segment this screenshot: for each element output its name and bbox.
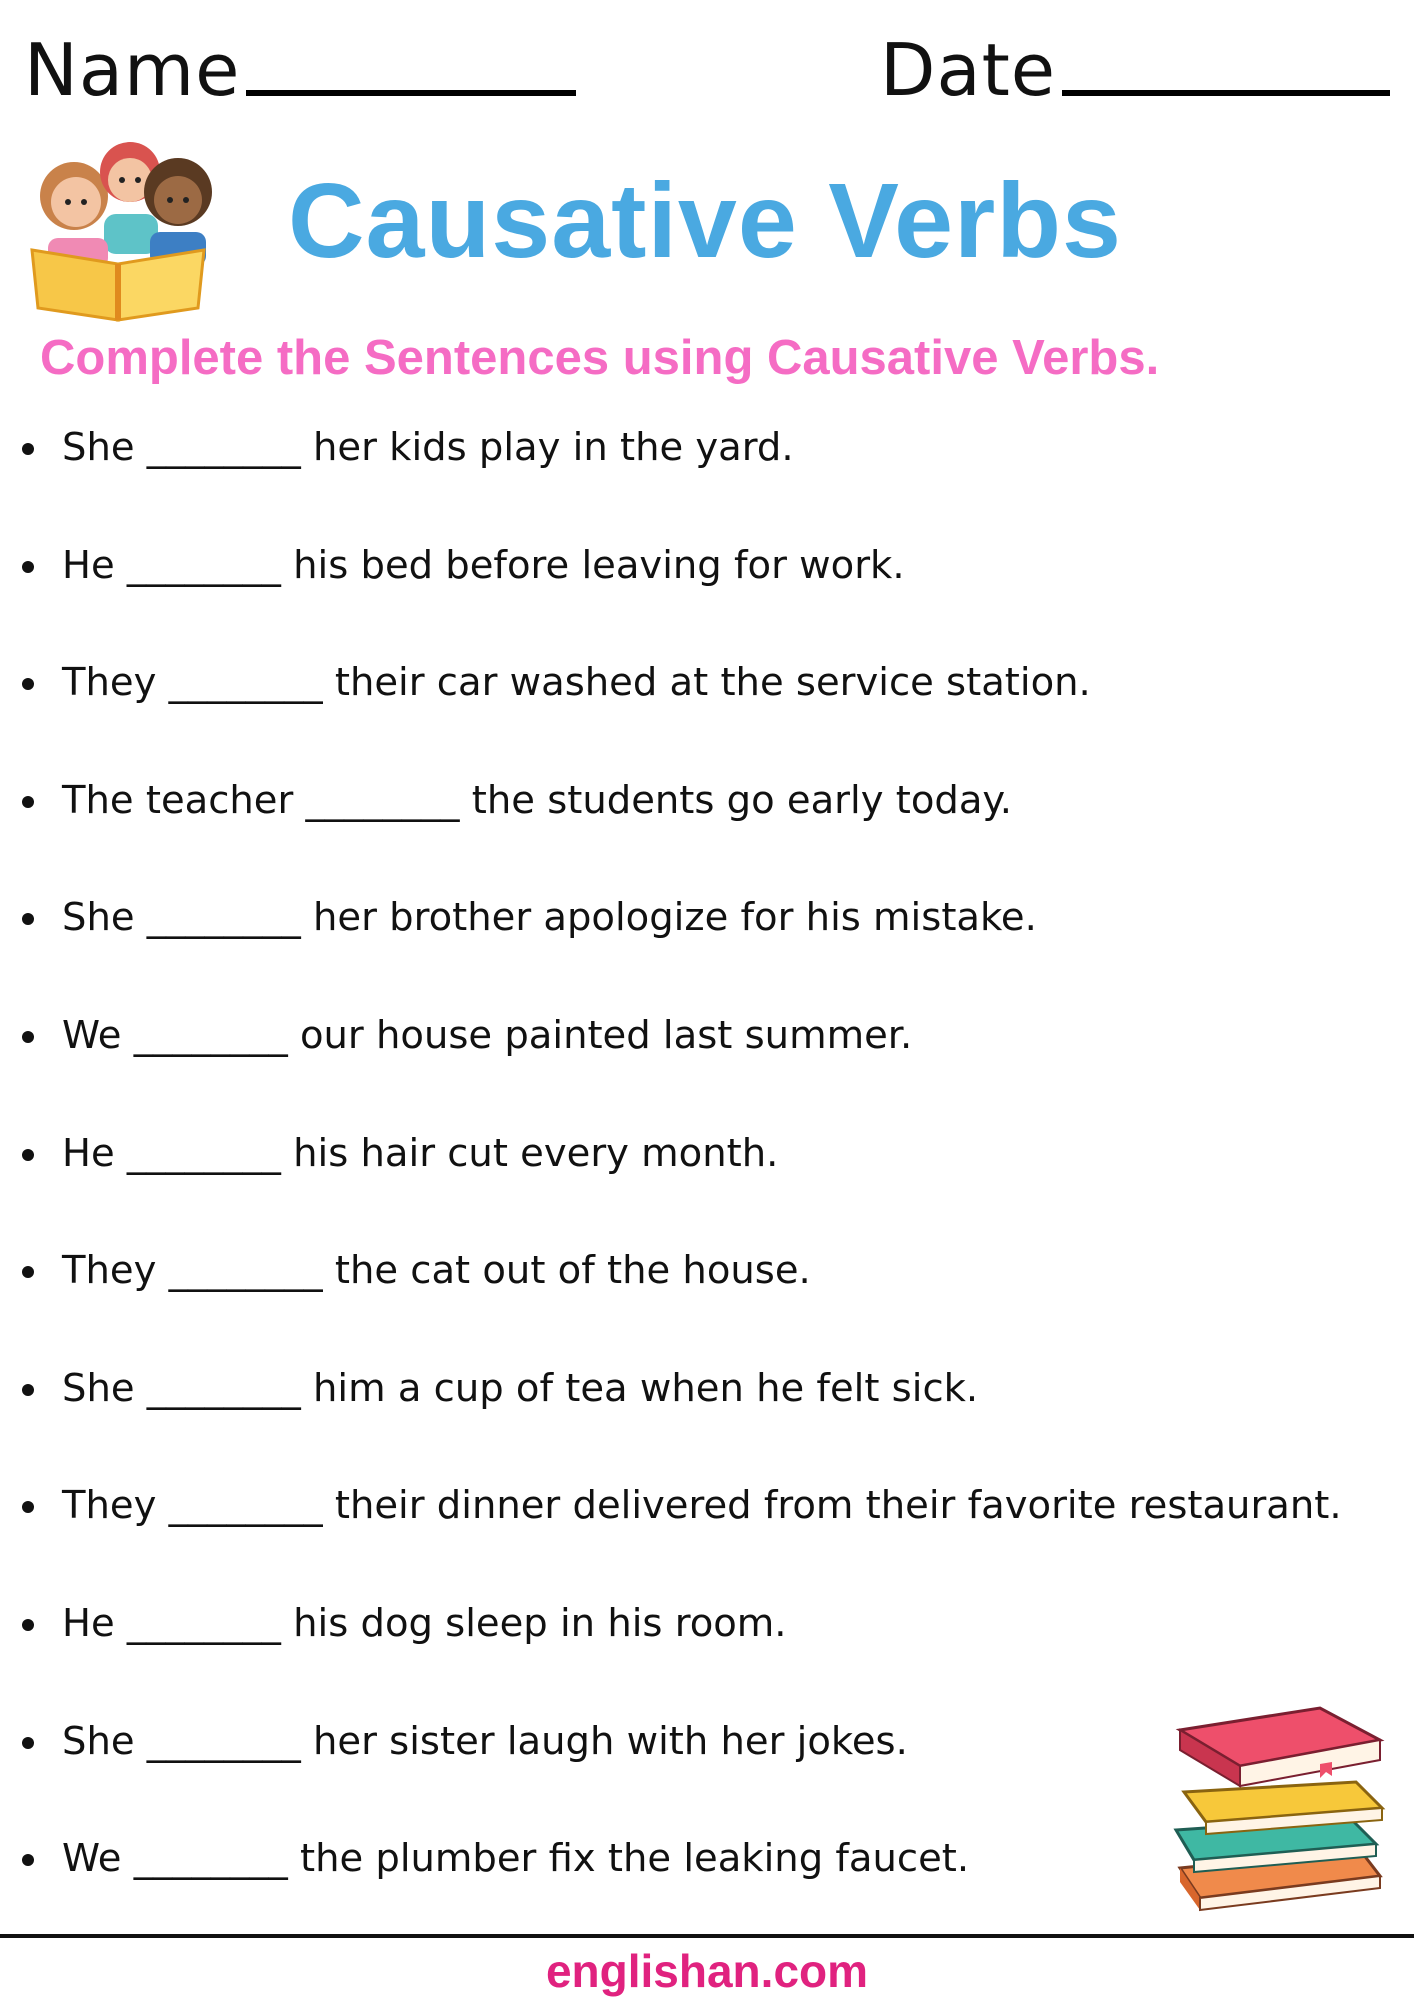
sentence-text: He ________ his dog sleep in his room. (62, 1600, 787, 1646)
bullet-icon (22, 443, 34, 455)
sentence-text: He ________ his bed before leaving for work. (62, 542, 905, 588)
sentence-item (0, 1364, 1414, 1482)
worksheet-title: Causative Verbs (287, 162, 1122, 280)
bullet-icon (22, 1501, 34, 1513)
bullet-icon (22, 796, 34, 808)
sentence-item (0, 1599, 1414, 1717)
name-label: Name (24, 28, 241, 112)
date-write-line (1062, 90, 1390, 96)
sentence-item (0, 423, 1414, 541)
date-field (880, 26, 1390, 112)
sentence-text: She ________ her brother apologize for his mistake. (62, 895, 1037, 941)
sentence-item (0, 658, 1414, 776)
sentence-text: They ________ their car washed at the service station. (62, 660, 1091, 706)
sentence-item (0, 893, 1414, 1011)
bullet-icon (22, 1384, 34, 1396)
bullet-icon (22, 1737, 34, 1749)
sentence-text: We ________ our house painted last summer. (62, 1012, 913, 1058)
bullet-icon (22, 1149, 34, 1161)
sentence-item (0, 1246, 1414, 1364)
sentence-text: They ________ their dinner delivered from their favorite restaurant. (62, 1483, 1342, 1529)
sentence-text: They ________ the cat out of the house. (62, 1248, 811, 1294)
sentence-item (0, 1129, 1414, 1247)
sentence-text: She ________ him a cup of tea when he felt sick. (62, 1365, 979, 1411)
date-label: Date (880, 28, 1057, 112)
bullet-icon (22, 1854, 34, 1866)
bullet-icon (22, 913, 34, 925)
sentence-item (0, 1481, 1414, 1599)
sentence-item (0, 541, 1414, 659)
sentence-text: We ________ the plumber fix the leaking faucet. (62, 1836, 970, 1882)
footer-divider (0, 1934, 1414, 1938)
worksheet-instruction: Complete the Sentences using Causative Verbs. (40, 331, 1160, 385)
bullet-icon (22, 1031, 34, 1043)
name-write-line (246, 90, 576, 96)
bullet-icon (22, 1266, 34, 1278)
name-field (24, 26, 576, 112)
sentence-item (0, 776, 1414, 894)
bullet-icon (22, 1619, 34, 1631)
sentence-text: She ________ her sister laugh with her jokes. (62, 1718, 908, 1764)
footer-website: englishan.com (545, 1945, 869, 1997)
sentence-text: He ________ his hair cut every month. (62, 1130, 779, 1176)
kids-reading-book-icon (18, 128, 228, 323)
sentence-text: The teacher ________ the students go early today. (62, 777, 1012, 823)
sentence-text: She ________ her kids play in the yard. (62, 425, 794, 470)
bullet-icon (22, 561, 34, 573)
bullet-icon (22, 678, 34, 690)
book-stack-icon (1170, 1700, 1392, 1912)
sentence-item (0, 1011, 1414, 1129)
